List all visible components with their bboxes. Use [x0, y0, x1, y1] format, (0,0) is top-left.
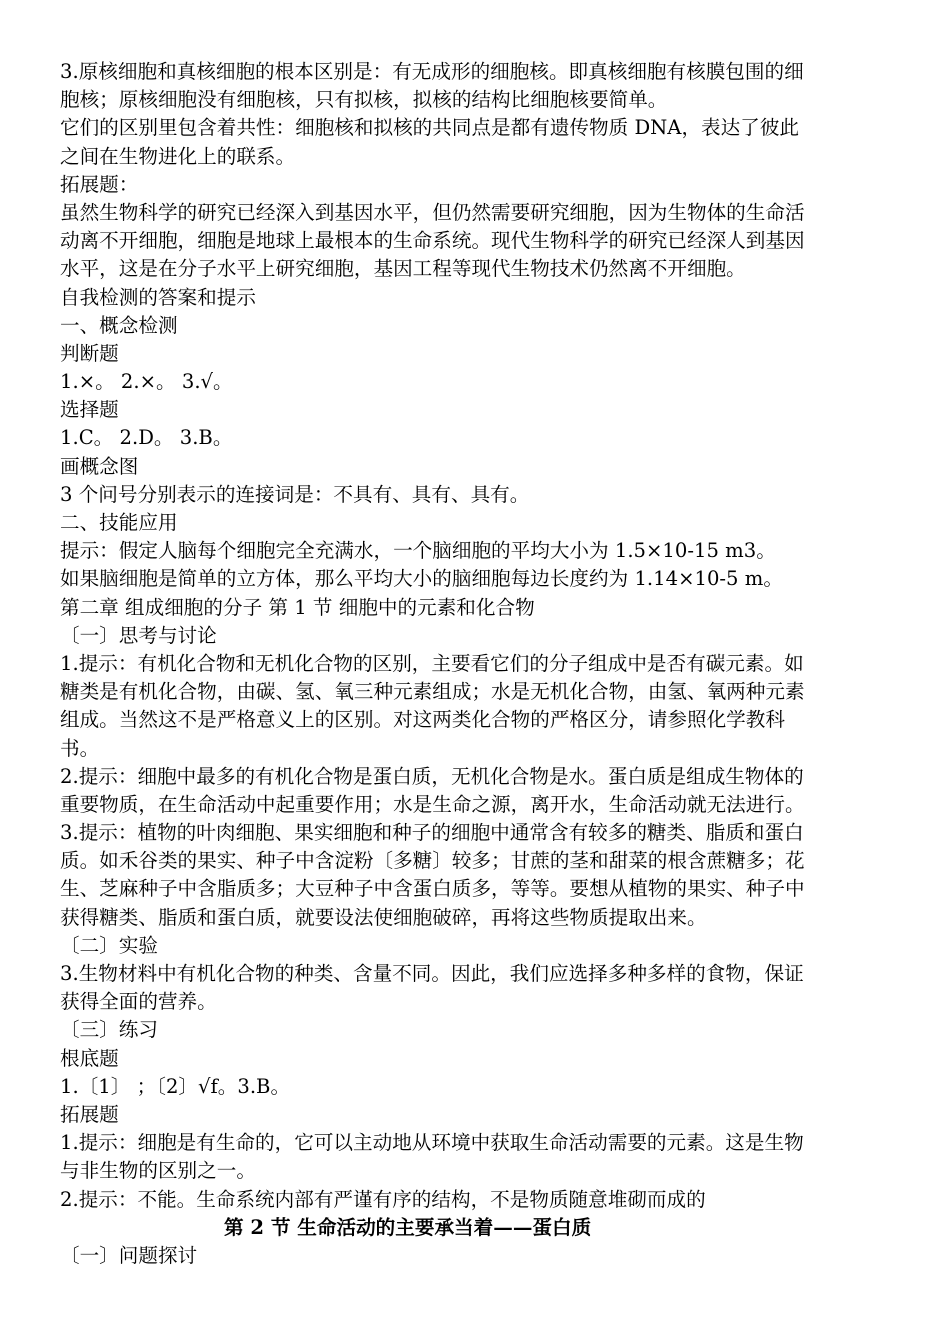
text-line: 书。 [60, 736, 100, 760]
text-line: 3.生物材料中有机化合物的种类、含量不同。因此，我们应选择多种多样的食物，保证 [60, 962, 804, 985]
subheading: 拓展题： [60, 172, 139, 196]
text-line: 动离不开细胞，细胞是地球上最根本的生命系统。现代生物科学的研究已经深人到基因 [60, 229, 805, 253]
subheading: 根底题 [60, 1046, 119, 1070]
text-line: 提示：假定人脑每个细胞完全充满水，一个脑细胞的平均大小为 1.5×10-15 m3。 [60, 539, 776, 563]
text-line: 3.提示：植物的叶肉细胞、果实细胞和种子的细胞中通常含有较多的糖类、脂质和蛋白 [60, 821, 804, 845]
text-line: 胞核；原核细胞没有细胞核，只有拟核，拟核的结构比细胞核要简单。 [60, 88, 668, 112]
subheading: 二、技能应用 [60, 511, 178, 534]
subheading: 〔一〕问题探讨 [60, 1243, 198, 1267]
answer-line: 1.×。 2.×。 3.√。 [60, 370, 233, 394]
subheading: 一、概念检测 [60, 313, 178, 337]
subheading: 〔一〕思考与讨论 [60, 623, 217, 647]
subheading: 选择题 [60, 398, 119, 422]
document-page [60, 58, 896, 1270]
subheading: 〔三〕练习 [60, 1018, 158, 1042]
text-line: 2.提示：细胞中最多的有机化合物是蛋白质，无机化合物是水。蛋白质是组成生物体的 [60, 764, 804, 788]
text-line: 与非生物的区别之一。 [60, 1159, 256, 1183]
text-line: 获得全面的营养。 [60, 990, 217, 1014]
text-line: 重要物质，在生命活动中起重要作用；水是生命之源，离开水，生命活动就无法进行。 [60, 792, 805, 816]
subheading: 判断题 [60, 341, 119, 365]
text-line: 糖类是有机化合物，由碳、氢、氧三种元素组成；水是无机化合物，由氢、氧两种元素 [60, 680, 805, 704]
text-line: 之间在生物进化上的联系。 [60, 144, 296, 168]
text-line: 3.原核细胞和真核细胞的根本区别是：有无成形的细胞核。即真核细胞有核膜包围的细 [60, 60, 804, 83]
text-line: 它们的区别里包含着共性：细胞核和拟核的共同点是都有遗传物质 DNA，表达了彼此 [60, 116, 800, 140]
subheading: 拓展题 [60, 1102, 119, 1126]
text-line: 组成。当然这不是严格意义上的区别。对这两类化合物的严格区分，请参照化学教科 [60, 708, 785, 732]
section-title: 第 2 节 生命活动的主要承当着——蛋白质 [224, 1215, 592, 1239]
subheading: 画概念图 [60, 454, 139, 478]
text-line: 2.提示：不能。生命系统内部有严谨有序的结构，不是物质随意堆砌而成的 [60, 1187, 706, 1211]
text-line: 1.提示：细胞是有生命的，它可以主动地从环境中获取生命活动需要的元素。这是生物 [60, 1131, 804, 1155]
text-line: 虽然生物科学的研究已经深入到基因水平，但仍然需要研究细胞，因为生物体的生命活 [60, 200, 805, 224]
text-line: 获得糖类、脂质和蛋白质，就要设法使细胞破碎，再将这些物质提取出来。 [60, 905, 707, 929]
text-line: 1.提示：有机化合物和无机化合物的区别，主要看它们的分子组成中是否有碳元素。如 [60, 651, 804, 675]
answer-line: 1.C。 2.D。 3.B。 [60, 426, 233, 450]
answer-line: 1.〔1〕 ；〔2〕√f。3.B。 [60, 1074, 291, 1098]
text-line: 如果脑细胞是简单的立方体，那么平均大小的脑细胞每边长度约为 1.14×10-5 m。 [60, 567, 783, 591]
text-line: 水平，这是在分子水平上研究细胞，基因工程等现代生物技术仍然离不开细胞。 [60, 257, 746, 281]
chapter-heading: 第二章 组成细胞的分子 第 1 节 细胞中的元素和化合物 [60, 595, 535, 619]
subheading: 自我检测的答案和提示 [60, 285, 256, 309]
text-line: 质。如禾谷类的果实、种子中含淀粉〔多糖〕较多；甘蔗的茎和甜菜的根含蔗糖多；花 [60, 849, 805, 873]
text-line: 3 个问号分别表示的连接词是：不具有、具有、具有。 [60, 482, 530, 506]
subheading: 〔二〕实验 [60, 933, 158, 957]
text-line: 生、芝麻种子中含脂质多；大豆种子中含蛋白质多，等等。要想从植物的果实、种子中 [60, 877, 805, 901]
